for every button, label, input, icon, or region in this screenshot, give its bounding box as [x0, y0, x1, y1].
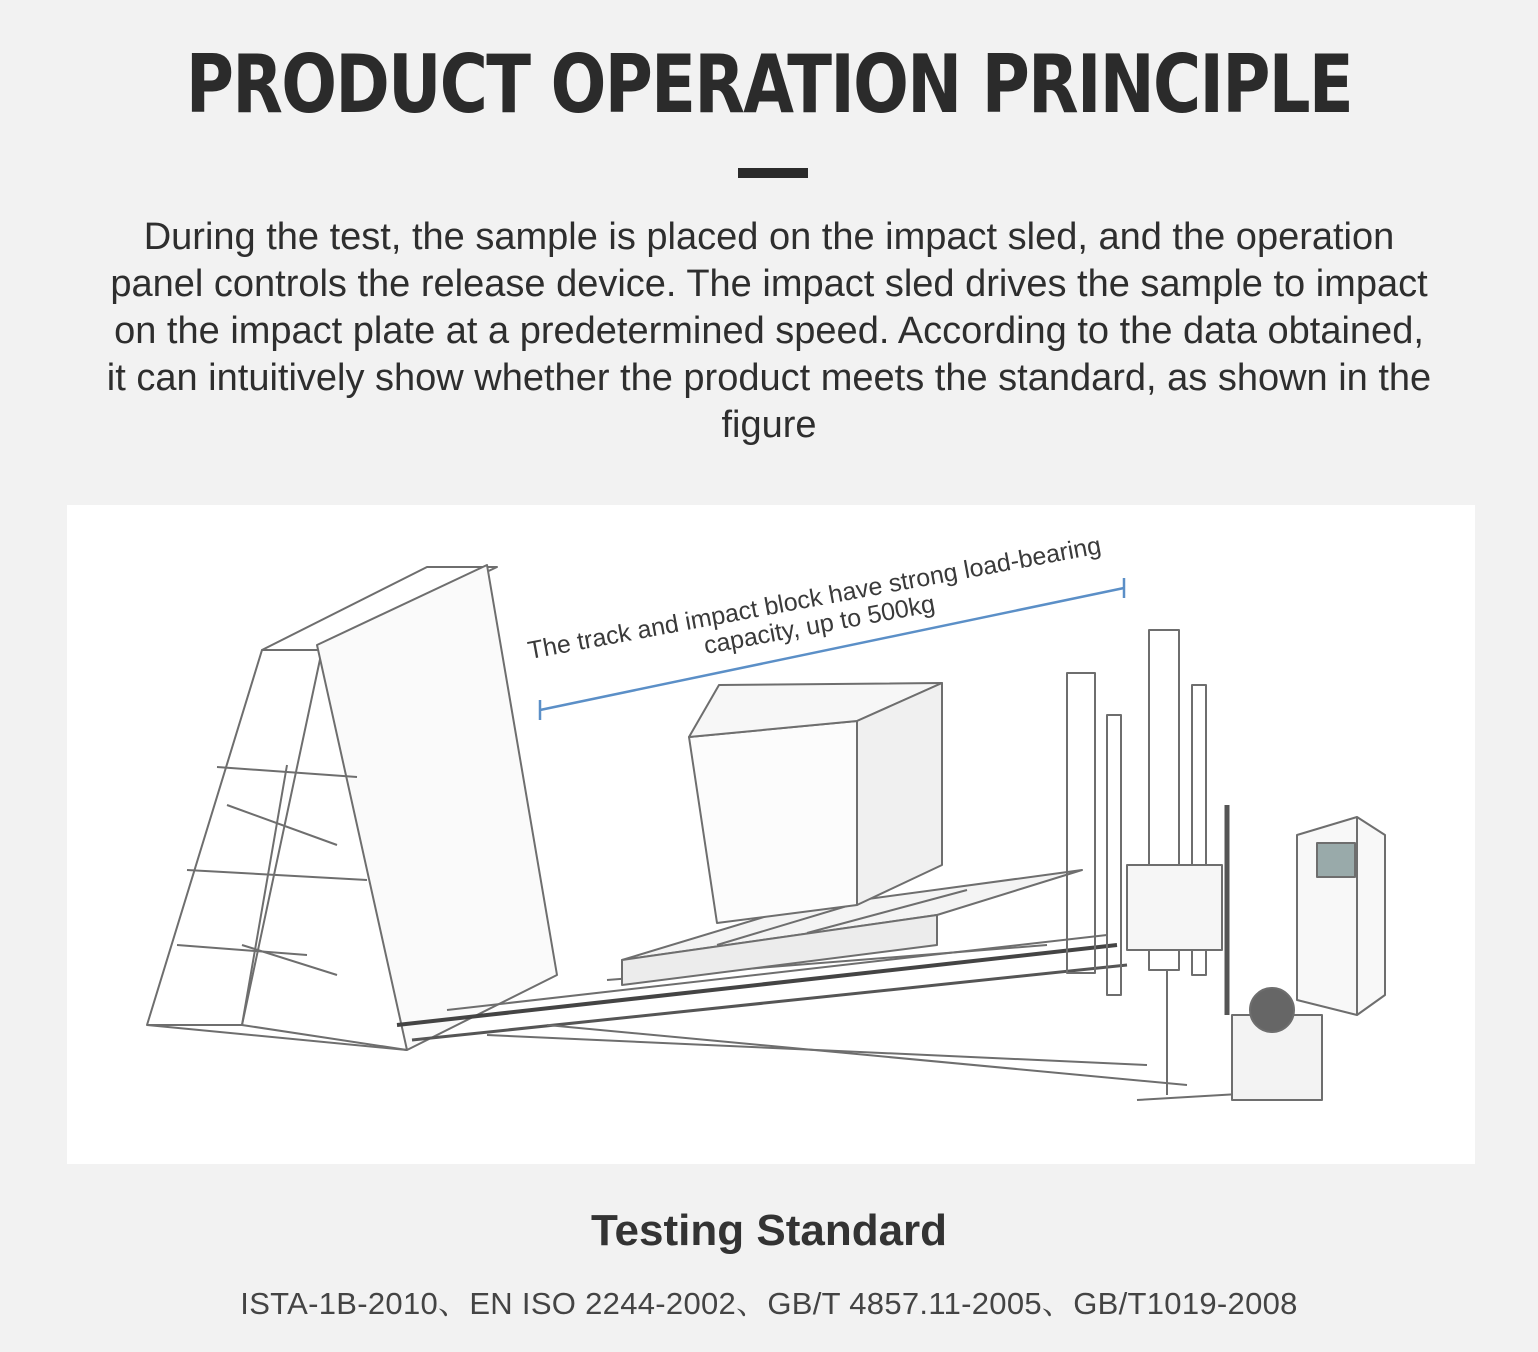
- page-title: PRODUCT OPERATION PRINCIPLE: [185, 38, 1353, 131]
- title-divider: [738, 168, 808, 178]
- testing-standard-list: ISTA-1B-2010、EN ISO 2244-2002、GB/T 4857.11-2005、GB/T1019-2008: [240, 1286, 1298, 1321]
- sample-box: [689, 683, 942, 923]
- machine-illustration: [67, 505, 1475, 1164]
- control-cabinet: [1297, 817, 1385, 1015]
- capacity-callout: The track and impact block have strong load-bearing capacity, up to 500kg: [525, 531, 1104, 666]
- impact-plate-frame: [147, 565, 557, 1050]
- release-posts: [1067, 630, 1222, 1095]
- intro-paragraph: During the test, the sample is placed on the impact sled, and the operation panel controls the release device. The impact sled drives the sample to impact on the impact plate at a predetermined speed. According to the data obtained, it can intuitively show whether the product meets the standard, as shown in the figure: [106, 216, 1432, 446]
- testing-standard-heading: Testing Standard: [590, 1206, 948, 1255]
